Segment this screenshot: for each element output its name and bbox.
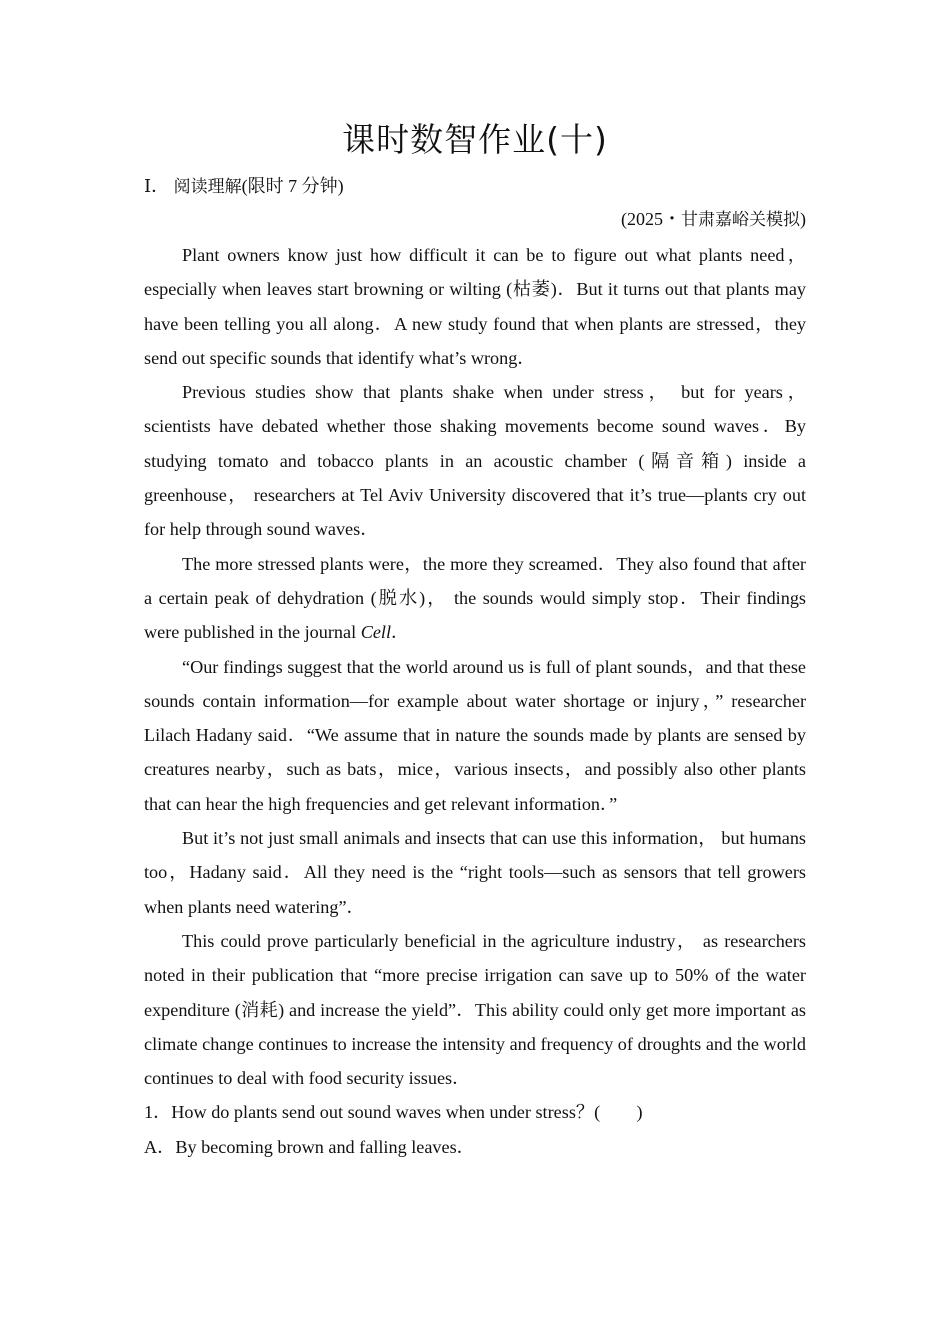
passage-paragraph-6: This could prove particularly beneficial in the agriculture industry， as researchers noted in their publication that “more precise irrigation can save up to 50% of the water expenditure (消耗) and increase the yield”．This ability could only get more important as climate change continues to increase the intensity and frequency of droughts and the world continues to deal with food security issues． <box>144 930 806 1089</box>
passage-paragraph-3 <box>144 547 806 650</box>
passage-source <box>144 205 806 234</box>
paragraph-3-text: The more stressed plants were，the more they screamed．They also found that after a certain peak of dehydration (脱水)， the sounds would simply stop．Their findings were published in the journal <box>144 553 806 643</box>
document-page <box>144 118 806 1165</box>
passage-paragraph-4: “Our findings suggest that the world around us is full of plant sounds，and that these sounds contain information—for example about water shortage or injury，” researcher Lilach Hadany said．“We assume that in nature the sounds made by plants are sensed by creatures nearby，such as bats，mice，various insects，and possibly also other plants that can hear the high frequencies and get relevant information．” <box>144 656 806 814</box>
journal-name: Cell <box>360 622 391 643</box>
paragraph-3-end: ． <box>391 622 410 643</box>
passage-paragraph-2: Previous studies show that plants shake when under stress， but for years， scientists have debated whether those shaking movements become sound waves．By studying tomato and tobacco plants in an acoustic chamber (隔音箱) inside a greenhouse， researchers at Tel Aviv University discovered that it’s true—plants cry out for help through sound waves． <box>144 382 806 540</box>
page-title: 课时数智作业(十) <box>342 120 608 159</box>
section-number: Ⅰ． <box>144 176 170 196</box>
passage-paragraph-1: Plant owners know just how difficult it can be to figure out what plants need，especially when leaves start browning or wilting (枯萎)．But it turns out that plants may have been telling you all along．A new study found that when plants are stressed，they send out specific sounds that identify what’s wrong． <box>144 245 806 368</box>
question-1-option-a: A．By becoming brown and falling leaves． <box>144 1137 475 1158</box>
source-place: 甘肃嘉峪关模拟 <box>681 210 800 230</box>
section-name: 阅读理解 <box>173 177 242 197</box>
source-close: ) <box>800 209 806 229</box>
section-time-limit: (限时 7 分钟) <box>241 176 344 196</box>
passage-paragraph-5: But it’s not just small animals and insects that can use this information， but humans too，Hadany said．All they need is the “right tools—such as sensors that tell growers when plants need watering”． <box>144 828 806 917</box>
section-heading <box>144 172 806 201</box>
question-1-stem: 1．How do plants send out sound waves when under stress？( ) <box>144 1102 643 1123</box>
source-year: (2025・ <box>621 209 681 229</box>
